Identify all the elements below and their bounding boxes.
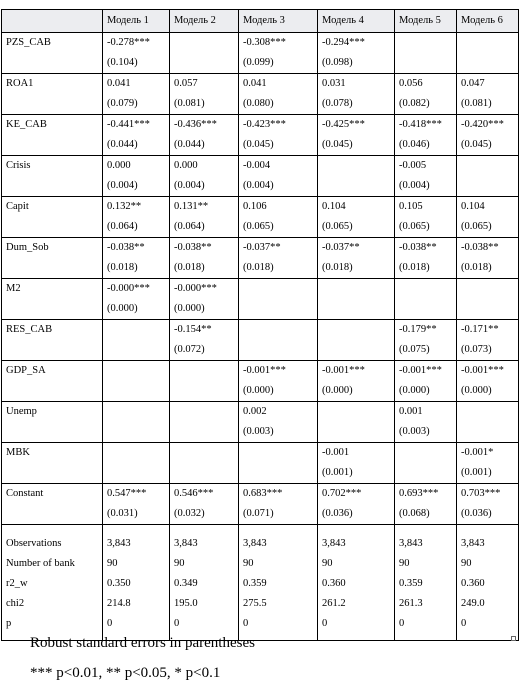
footnote-standard-errors: Robust standard errors in parentheses: [30, 635, 255, 651]
coefficient-cell: [170, 156, 239, 197]
coefficient-value: -0.037**: [243, 242, 281, 253]
standard-error: (0.003): [399, 426, 430, 437]
stat-value: 0.359: [243, 578, 267, 589]
row-label: KE_CAB: [2, 115, 103, 156]
coefficient-value: -0.038**: [174, 242, 212, 253]
row-label: RES_CAB: [2, 320, 103, 361]
stat-value: 90: [107, 558, 118, 569]
coefficient-value: 0.106: [243, 201, 267, 212]
coefficient-value: -0.001***: [322, 365, 365, 376]
stat-label: r2_w: [6, 578, 28, 589]
coefficient-cell: [239, 115, 318, 156]
coefficient-cell: [103, 74, 170, 115]
coefficient-value: -0.436***: [174, 119, 217, 130]
stat-value: 3,843: [461, 538, 485, 549]
coefficient-cell: [239, 443, 318, 484]
stat-value: 90: [243, 558, 254, 569]
coefficient-cell: [395, 156, 457, 197]
coefficient-value: -0.005: [399, 160, 427, 171]
coefficient-value: -0.001***: [461, 365, 504, 376]
coefficient-value: 0.104: [322, 201, 346, 212]
coefficient-cell: [170, 33, 239, 74]
coefficient-cell: [318, 115, 395, 156]
coefficient-cell: [239, 74, 318, 115]
coefficient-value: -0.001: [322, 447, 350, 458]
row-label: M2: [2, 279, 103, 320]
column-header: Модель 2: [170, 10, 239, 33]
stat-value: 0.360: [461, 578, 485, 589]
coefficient-cell: [457, 484, 519, 525]
coefficient-value: -0.278***: [107, 37, 150, 48]
stats-row: [2, 525, 519, 641]
standard-error: (0.018): [461, 262, 492, 273]
stat-value: 0: [107, 618, 113, 629]
coefficient-cell: [239, 156, 318, 197]
stat-value: 3,843: [174, 538, 198, 549]
coefficient-value: -0.423***: [243, 119, 286, 130]
row-label: Crisis: [2, 156, 103, 197]
row-label: Capit: [2, 197, 103, 238]
coefficient-value: -0.037**: [322, 242, 360, 253]
coefficient-cell: [170, 484, 239, 525]
stat-value: 0.350: [107, 578, 131, 589]
coefficient-cell: [395, 115, 457, 156]
column-header: Модель 6: [457, 10, 519, 33]
standard-error: (0.032): [174, 508, 205, 519]
standard-error: (0.081): [461, 98, 492, 109]
coefficient-value: 0.000: [107, 160, 131, 171]
standard-error: (0.044): [174, 139, 205, 150]
standard-error: (0.065): [322, 221, 353, 232]
stat-value: 0: [399, 618, 405, 629]
coefficient-value: 0.057: [174, 78, 198, 89]
stat-value: 0.360: [322, 578, 346, 589]
coefficient-cell: [318, 74, 395, 115]
stat-value: 3,843: [243, 538, 267, 549]
coefficient-cell: [318, 33, 395, 74]
coefficient-cell: [457, 197, 519, 238]
stats-values-cell: [170, 525, 239, 641]
table-row: [2, 156, 519, 197]
coefficient-cell: [239, 197, 318, 238]
standard-error: (0.018): [107, 262, 138, 273]
standard-error: (0.080): [243, 98, 274, 109]
standard-error: (0.045): [461, 139, 492, 150]
table-row: [2, 74, 519, 115]
coefficient-value: 0.132**: [107, 201, 142, 212]
standard-error: (0.000): [243, 385, 274, 396]
row-label: PZS_CAB: [2, 33, 103, 74]
coefficient-cell: [103, 197, 170, 238]
coefficient-value: -0.000***: [174, 283, 217, 294]
coefficient-cell: [457, 156, 519, 197]
column-header: Модель 4: [318, 10, 395, 33]
coefficient-value: 0.693***: [399, 488, 439, 499]
standard-error: (0.065): [461, 221, 492, 232]
coefficient-cell: [170, 197, 239, 238]
coefficient-cell: [395, 33, 457, 74]
coefficient-cell: [170, 361, 239, 402]
stat-value: 0.349: [174, 578, 198, 589]
coefficient-cell: [395, 197, 457, 238]
standard-error: (0.000): [107, 303, 138, 314]
coefficient-value: 0.683***: [243, 488, 283, 499]
coefficient-value: 0.131**: [174, 201, 209, 212]
stat-value: 90: [399, 558, 410, 569]
coefficient-cell: [170, 443, 239, 484]
standard-error: (0.045): [243, 139, 274, 150]
standard-error: (0.045): [322, 139, 353, 150]
coefficient-value: -0.038**: [461, 242, 499, 253]
standard-error: (0.046): [399, 139, 430, 150]
coefficient-cell: [103, 402, 170, 443]
coefficient-cell: [239, 402, 318, 443]
coefficient-value: 0.001: [399, 406, 423, 417]
coefficient-cell: [457, 320, 519, 361]
coefficient-cell: [457, 402, 519, 443]
stat-value: 195.0: [174, 598, 198, 609]
stat-label: Number of bank: [6, 558, 75, 569]
coefficient-cell: [103, 156, 170, 197]
stats-values-cell: [103, 525, 170, 641]
stat-label: p: [6, 618, 12, 629]
standard-error: (0.036): [461, 508, 492, 519]
table-row: [2, 402, 519, 443]
standard-error: (0.081): [174, 98, 205, 109]
row-label: MBK: [2, 443, 103, 484]
stats-labels-cell: [2, 525, 103, 641]
stat-value: 0: [322, 618, 328, 629]
coefficient-value: 0.056: [399, 78, 423, 89]
stat-value: 0: [461, 618, 467, 629]
stats-values-cell: [239, 525, 318, 641]
coefficient-cell: [103, 320, 170, 361]
coefficient-cell: [395, 361, 457, 402]
standard-error: (0.018): [322, 262, 353, 273]
stat-label: chi2: [6, 598, 25, 609]
stats-values-cell: [318, 525, 395, 641]
standard-error: (0.064): [107, 221, 138, 232]
coefficient-value: 0.105: [399, 201, 423, 212]
coefficient-value: -0.179**: [399, 324, 437, 335]
standard-error: (0.068): [399, 508, 430, 519]
coefficient-cell: [318, 238, 395, 279]
stats-values-cell: [457, 525, 519, 641]
coefficient-cell: [457, 279, 519, 320]
footnote-significance: *** p<0.01, ** p<0.05, * p<0.1: [30, 665, 221, 681]
stat-value: 3,843: [322, 538, 346, 549]
coefficient-cell: [239, 484, 318, 525]
coefficient-cell: [457, 361, 519, 402]
column-header: Модель 1: [103, 10, 170, 33]
table-row: [2, 115, 519, 156]
coefficient-value: 0.702***: [322, 488, 362, 499]
stat-value: 214.8: [107, 598, 131, 609]
coefficient-value: -0.038**: [107, 242, 145, 253]
coefficient-cell: [395, 320, 457, 361]
coefficient-cell: [103, 361, 170, 402]
standard-error: (0.000): [399, 385, 430, 396]
standard-error: (0.071): [243, 508, 274, 519]
coefficient-value: 0.546***: [174, 488, 214, 499]
coefficient-value: 0.000: [174, 160, 198, 171]
standard-error: (0.044): [107, 139, 138, 150]
table-row: [2, 320, 519, 361]
stat-value: 261.2: [322, 598, 346, 609]
coefficient-cell: [103, 484, 170, 525]
stat-value: 90: [461, 558, 472, 569]
coefficient-cell: [395, 238, 457, 279]
coefficient-cell: [457, 115, 519, 156]
table-row: [2, 484, 519, 525]
coefficient-cell: [318, 197, 395, 238]
table-row: [2, 443, 519, 484]
coefficient-value: 0.002: [243, 406, 267, 417]
stat-value: 3,843: [107, 538, 131, 549]
standard-error: (0.001): [322, 467, 353, 478]
table-row: [2, 361, 519, 402]
coefficient-cell: [318, 320, 395, 361]
coefficient-cell: [457, 33, 519, 74]
coefficient-cell: [103, 443, 170, 484]
coefficient-cell: [170, 74, 239, 115]
standard-error: (0.079): [107, 98, 138, 109]
stat-label: Observations: [6, 538, 62, 549]
coefficient-value: 0.104: [461, 201, 485, 212]
coefficient-value: -0.418***: [399, 119, 442, 130]
column-header: Модель 5: [395, 10, 457, 33]
regression-table: [1, 9, 519, 641]
standard-error: (0.031): [107, 508, 138, 519]
row-label: Constant: [2, 484, 103, 525]
row-label: Unemp: [2, 402, 103, 443]
coefficient-cell: [239, 361, 318, 402]
stat-value: 275.5: [243, 598, 267, 609]
coefficient-value: -0.001***: [399, 365, 442, 376]
row-label: Dum_Sob: [2, 238, 103, 279]
standard-error: (0.073): [461, 344, 492, 355]
coefficient-cell: [239, 238, 318, 279]
standard-error: (0.001): [461, 467, 492, 478]
table-row: [2, 279, 519, 320]
stat-value: 3,843: [399, 538, 423, 549]
coefficient-cell: [239, 279, 318, 320]
stats-values-cell: [395, 525, 457, 641]
column-header: Модель 3: [239, 10, 318, 33]
standard-error: (0.065): [399, 221, 430, 232]
standard-error: (0.082): [399, 98, 430, 109]
coefficient-value: 0.041: [243, 78, 267, 89]
standard-error: (0.018): [399, 262, 430, 273]
coefficient-cell: [170, 238, 239, 279]
coefficient-cell: [395, 484, 457, 525]
standard-error: (0.004): [107, 180, 138, 191]
row-label: GDP_SA: [2, 361, 103, 402]
coefficient-value: 0.547***: [107, 488, 147, 499]
stat-value: 90: [322, 558, 333, 569]
standard-error: (0.072): [174, 344, 205, 355]
coefficient-cell: [395, 443, 457, 484]
coefficient-cell: [239, 320, 318, 361]
coefficient-value: -0.441***: [107, 119, 150, 130]
coefficient-value: -0.308***: [243, 37, 286, 48]
row-label: ROA1: [2, 74, 103, 115]
header-corner-cell: [2, 10, 103, 33]
coefficient-cell: [395, 402, 457, 443]
coefficient-cell: [457, 443, 519, 484]
standard-error: (0.000): [322, 385, 353, 396]
coefficient-cell: [170, 320, 239, 361]
coefficient-cell: [457, 238, 519, 279]
coefficient-cell: [103, 115, 170, 156]
coefficient-value: -0.001*: [461, 447, 494, 458]
standard-error: (0.000): [461, 385, 492, 396]
coefficient-cell: [318, 402, 395, 443]
coefficient-value: -0.038**: [399, 242, 437, 253]
standard-error: (0.004): [399, 180, 430, 191]
coefficient-cell: [170, 279, 239, 320]
stat-value: 0: [243, 618, 249, 629]
table-row: [2, 238, 519, 279]
coefficient-value: -0.154**: [174, 324, 212, 335]
standard-error: (0.018): [243, 262, 274, 273]
coefficient-cell: [395, 279, 457, 320]
standard-error: (0.004): [243, 180, 274, 191]
coefficient-value: -0.420***: [461, 119, 504, 130]
coefficient-cell: [457, 74, 519, 115]
coefficient-cell: [239, 33, 318, 74]
standard-error: (0.099): [243, 57, 274, 68]
coefficient-cell: [103, 238, 170, 279]
coefficient-value: 0.047: [461, 78, 485, 89]
stat-value: 261.3: [399, 598, 423, 609]
table-row: [2, 197, 519, 238]
coefficient-value: -0.294***: [322, 37, 365, 48]
coefficient-cell: [103, 279, 170, 320]
footnotes: [30, 633, 255, 693]
standard-error: (0.003): [243, 426, 274, 437]
coefficient-cell: [170, 402, 239, 443]
standard-error: (0.104): [107, 57, 138, 68]
stat-value: 249.0: [461, 598, 485, 609]
standard-error: (0.078): [322, 98, 353, 109]
coefficient-value: -0.171**: [461, 324, 499, 335]
standard-error: (0.098): [322, 57, 353, 68]
header-row: [2, 10, 519, 33]
coefficient-cell: [318, 361, 395, 402]
coefficient-value: 0.041: [107, 78, 131, 89]
standard-error: (0.018): [174, 262, 205, 273]
coefficient-value: -0.000***: [107, 283, 150, 294]
coefficient-cell: [318, 484, 395, 525]
coefficient-value: -0.425***: [322, 119, 365, 130]
coefficient-value: 0.031: [322, 78, 346, 89]
coefficient-value: 0.703***: [461, 488, 501, 499]
stat-value: 0: [174, 618, 180, 629]
coefficient-cell: [395, 74, 457, 115]
stat-value: 90: [174, 558, 185, 569]
standard-error: (0.004): [174, 180, 205, 191]
standard-error: (0.064): [174, 221, 205, 232]
coefficient-value: -0.004: [243, 160, 271, 171]
standard-error: (0.036): [322, 508, 353, 519]
table-row: [2, 33, 519, 74]
coefficient-cell: [170, 115, 239, 156]
coefficient-cell: [318, 443, 395, 484]
standard-error: (0.075): [399, 344, 430, 355]
standard-error: (0.065): [243, 221, 274, 232]
coefficient-cell: [103, 33, 170, 74]
coefficient-cell: [318, 156, 395, 197]
stat-value: 0.359: [399, 578, 423, 589]
coefficient-value: -0.001***: [243, 365, 286, 376]
standard-error: (0.000): [174, 303, 205, 314]
coefficient-cell: [318, 279, 395, 320]
table-resize-handle[interactable]: [511, 636, 516, 641]
